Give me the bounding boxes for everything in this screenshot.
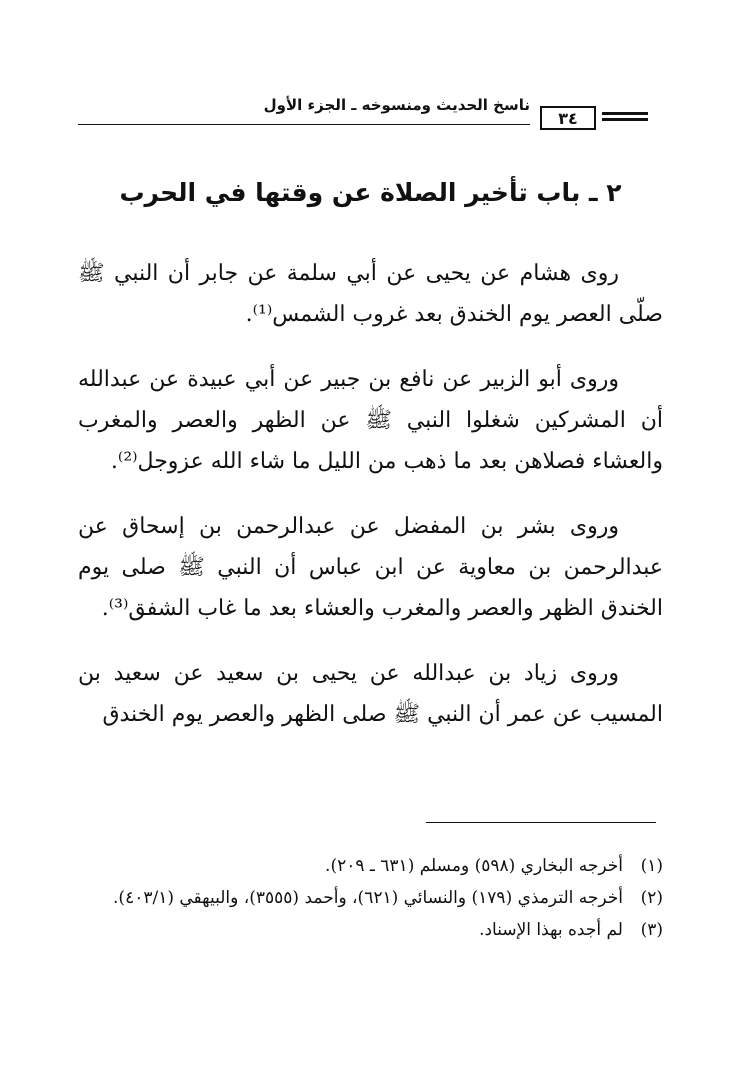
footnote [78, 850, 663, 882]
footnote [78, 882, 663, 914]
header-ornament [602, 112, 648, 124]
paragraph: روى هشام عن يحيى عن أبي سلمة عن جابر أن النبي ﷺ صلّى العصر يوم الخندق بعد غروب الشمس⁽¹⁾. [78, 261, 663, 327]
running-header [78, 96, 648, 136]
page-number: ٣٤ [540, 106, 596, 130]
header-title: ناسخ الحديث ومنسوخه ـ الجزء الأول [263, 96, 530, 114]
footnote-divider [426, 822, 656, 823]
chapter-title: ٢ ـ باب تأخير الصلاة عن وقتها في الحرب [119, 178, 622, 207]
footnote-number: (٢) [640, 888, 663, 908]
footnote-text: لم أجده بهذا الإسناد. [479, 920, 623, 940]
footnote [78, 914, 663, 946]
body-text [78, 253, 663, 735]
header-rule [78, 124, 530, 125]
footnote-number: (١) [640, 856, 663, 876]
footnote-text: أخرجه البخاري (٥٩٨) ومسلم (٦٣١ ـ ٢٠٩). [325, 856, 623, 876]
footnote-text: أخرجه الترمذي (١٧٩) والنسائي (٦٢١)، وأحمد (٣٥٥٥)، والبيهقي (٤٠٣/١). [113, 888, 623, 908]
paragraph: وروى أبو الزبير عن نافع بن جبير عن أبي عبيدة عن عبدالله أن المشركين شغلوا النبي ﷺ عن الظهر والعصر والمغرب والعشاء فصلاهن بعد ما ذهب من الليل ما شاء الله عزوجل⁽²⁾. [78, 367, 663, 474]
paragraph: وروى زياد بن عبدالله عن يحيى بن سعيد عن سعيد بن المسيب عن عمر أن النبي ﷺ صلى الظهر والعصر يوم الخندق [78, 661, 663, 727]
footnotes [78, 850, 663, 946]
footnote-number: (٣) [640, 920, 663, 940]
paragraph: وروى بشر بن المفضل عن عبدالرحمن بن إسحاق عن عبدالرحمن بن معاوية عن ابن عباس أن النبي ﷺ صلى يوم الخندق الظهر والعصر والمغرب والعشاء بعد ما غاب الشفق⁽³⁾. [78, 514, 663, 621]
